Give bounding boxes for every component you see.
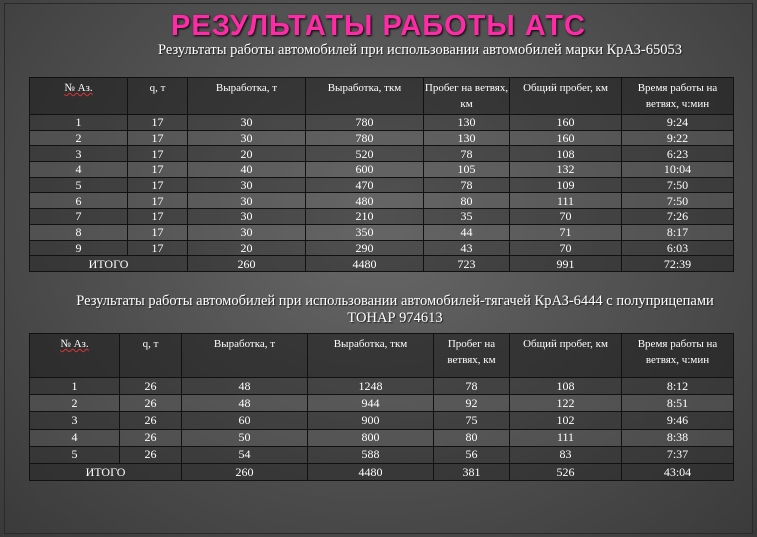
total-cell: 526 <box>510 463 622 480</box>
table-cell: 26 <box>120 412 182 429</box>
table-cell: 130 <box>424 130 510 146</box>
table-cell: 17 <box>128 162 188 178</box>
table-cell: 40 <box>188 162 306 178</box>
table-cell: 8:38 <box>622 429 734 446</box>
table-cell: 83 <box>510 446 622 463</box>
table-cell: 109 <box>510 177 622 193</box>
table-cell: 780 <box>306 115 424 131</box>
table-cell: 290 <box>306 240 424 256</box>
table-cell: 1 <box>30 115 128 131</box>
table-cell: 20 <box>188 146 306 162</box>
total-label: ИТОГО <box>30 463 182 480</box>
table-cell: 2 <box>30 130 128 146</box>
table-cell: 80 <box>424 193 510 209</box>
table-cell: 470 <box>306 177 424 193</box>
table-cell: 1 <box>30 378 120 395</box>
table-cell: 30 <box>188 177 306 193</box>
header-cell: Общий пробег, км <box>510 78 622 115</box>
table-cell: 30 <box>188 130 306 146</box>
table-cell: 5 <box>30 446 120 463</box>
slide-title: РЕЗУЛЬТАТЫ РАБОТЫ АТС <box>171 10 586 42</box>
table-row <box>30 193 734 209</box>
table-cell: 9:46 <box>622 412 734 429</box>
table-cell: 30 <box>188 224 306 240</box>
table-cell: 78 <box>434 378 510 395</box>
table-cell: 17 <box>128 240 188 256</box>
header-cell: № Аз. <box>30 334 120 378</box>
table-cell: 17 <box>128 177 188 193</box>
table-cell: 3 <box>30 146 128 162</box>
table-cell: 9:22 <box>622 130 734 146</box>
table1-header-row <box>30 78 734 115</box>
table-cell: 6 <box>30 193 128 209</box>
table2-header-row <box>30 334 734 378</box>
header-cell: Время работы на ветвях, ч:мин <box>622 78 734 115</box>
total-cell: 4480 <box>306 256 424 272</box>
table-cell: 520 <box>306 146 424 162</box>
table2-caption <box>50 293 740 327</box>
header-cell: Выработка, т <box>182 334 308 378</box>
table-row <box>30 395 734 412</box>
table2-caption-line2: ТОНАР 974613 <box>347 310 443 326</box>
header-cell: Время работы на ветвях, ч:мин <box>622 334 734 378</box>
table-cell: 108 <box>510 146 622 162</box>
table-cell: 3 <box>30 412 120 429</box>
table-cell: 92 <box>434 395 510 412</box>
table-cell: 108 <box>510 378 622 395</box>
header-cell: Выработка, ткм <box>306 78 424 115</box>
table-cell: 8:51 <box>622 395 734 412</box>
table-cell: 8:12 <box>622 378 734 395</box>
table1-total-row <box>30 256 734 272</box>
table-cell: 900 <box>308 412 434 429</box>
table-cell: 160 <box>510 115 622 131</box>
table-cell: 30 <box>188 193 306 209</box>
table-cell: 17 <box>128 146 188 162</box>
header-cell: q, т <box>128 78 188 115</box>
total-cell: 381 <box>434 463 510 480</box>
total-cell: 43:04 <box>622 463 734 480</box>
table-row <box>30 240 734 256</box>
table2-caption-line1: Результаты работы автомобилей при использовании автомобилей-тягачей КрАЗ-6444 с полуприцепами <box>76 293 714 309</box>
table-cell: 70 <box>510 240 622 256</box>
total-cell: 991 <box>510 256 622 272</box>
table-cell: 43 <box>424 240 510 256</box>
header-cell: Пробег на ветвях, км <box>434 334 510 378</box>
table-cell: 78 <box>424 177 510 193</box>
table-row <box>30 146 734 162</box>
table-cell: 60 <box>182 412 308 429</box>
table-cell: 26 <box>120 446 182 463</box>
table-cell: 2 <box>30 395 120 412</box>
table-row <box>30 224 734 240</box>
table-cell: 5 <box>30 177 128 193</box>
table-cell: 50 <box>182 429 308 446</box>
table-cell: 944 <box>308 395 434 412</box>
table-cell: 780 <box>306 130 424 146</box>
table-cell: 44 <box>424 224 510 240</box>
header-cell: Выработка, ткм <box>308 334 434 378</box>
table-cell: 8:17 <box>622 224 734 240</box>
total-cell: 260 <box>182 463 308 480</box>
table2-kraz-6444 <box>29 333 734 481</box>
table-cell: 48 <box>182 395 308 412</box>
table-cell: 4 <box>30 162 128 178</box>
table-cell: 48 <box>182 378 308 395</box>
table-cell: 35 <box>424 209 510 225</box>
header-cell: q, т <box>120 334 182 378</box>
table-cell: 9 <box>30 240 128 256</box>
table-cell: 132 <box>510 162 622 178</box>
table-cell: 20 <box>188 240 306 256</box>
table-cell: 17 <box>128 224 188 240</box>
table-cell: 26 <box>120 395 182 412</box>
table-row <box>30 378 734 395</box>
total-cell: 72:39 <box>622 256 734 272</box>
table-cell: 17 <box>128 209 188 225</box>
table-cell: 111 <box>510 429 622 446</box>
table-cell: 80 <box>434 429 510 446</box>
table-cell: 17 <box>128 193 188 209</box>
table-cell: 105 <box>424 162 510 178</box>
table-cell: 17 <box>128 115 188 131</box>
table-row <box>30 412 734 429</box>
table-cell: 1248 <box>308 378 434 395</box>
table-cell: 7:50 <box>622 193 734 209</box>
table2-total-row <box>30 463 734 480</box>
table-cell: 9:24 <box>622 115 734 131</box>
table-cell: 71 <box>510 224 622 240</box>
total-cell: 4480 <box>308 463 434 480</box>
table-cell: 6:03 <box>622 240 734 256</box>
table1-kraz-65053 <box>29 77 734 272</box>
table-cell: 26 <box>120 429 182 446</box>
table-cell: 350 <box>306 224 424 240</box>
table-cell: 111 <box>510 193 622 209</box>
table1-caption: Результаты работы автомобилей при использовании автомобилей марки КрАЗ-65053 <box>158 42 682 58</box>
table-cell: 7:50 <box>622 177 734 193</box>
table-cell: 800 <box>308 429 434 446</box>
table-cell: 4 <box>30 429 120 446</box>
table-cell: 30 <box>188 209 306 225</box>
table-row <box>30 162 734 178</box>
table-cell: 122 <box>510 395 622 412</box>
table-row <box>30 209 734 225</box>
table-cell: 588 <box>308 446 434 463</box>
table-cell: 6:23 <box>622 146 734 162</box>
table-cell: 26 <box>120 378 182 395</box>
table-cell: 130 <box>424 115 510 131</box>
total-cell: 723 <box>424 256 510 272</box>
total-cell: 260 <box>188 256 306 272</box>
table-cell: 160 <box>510 130 622 146</box>
table-cell: 54 <box>182 446 308 463</box>
table-row <box>30 115 734 131</box>
table-cell: 7 <box>30 209 128 225</box>
table-cell: 56 <box>434 446 510 463</box>
table-cell: 600 <box>306 162 424 178</box>
table-row <box>30 177 734 193</box>
table-cell: 8 <box>30 224 128 240</box>
table-cell: 10:04 <box>622 162 734 178</box>
header-cell: Общий пробег, км <box>510 334 622 378</box>
table-cell: 75 <box>434 412 510 429</box>
table-cell: 210 <box>306 209 424 225</box>
header-cell: № Аз. <box>30 78 128 115</box>
table-cell: 7:37 <box>622 446 734 463</box>
table-cell: 17 <box>128 130 188 146</box>
table-row <box>30 130 734 146</box>
header-cell: Пробег на ветвях, км <box>424 78 510 115</box>
table-cell: 102 <box>510 412 622 429</box>
table-row <box>30 446 734 463</box>
header-cell: Выработка, т <box>188 78 306 115</box>
table-cell: 7:26 <box>622 209 734 225</box>
table-cell: 70 <box>510 209 622 225</box>
table-cell: 30 <box>188 115 306 131</box>
table-cell: 480 <box>306 193 424 209</box>
table-cell: 78 <box>424 146 510 162</box>
total-label: ИТОГО <box>30 256 188 272</box>
table-row <box>30 429 734 446</box>
